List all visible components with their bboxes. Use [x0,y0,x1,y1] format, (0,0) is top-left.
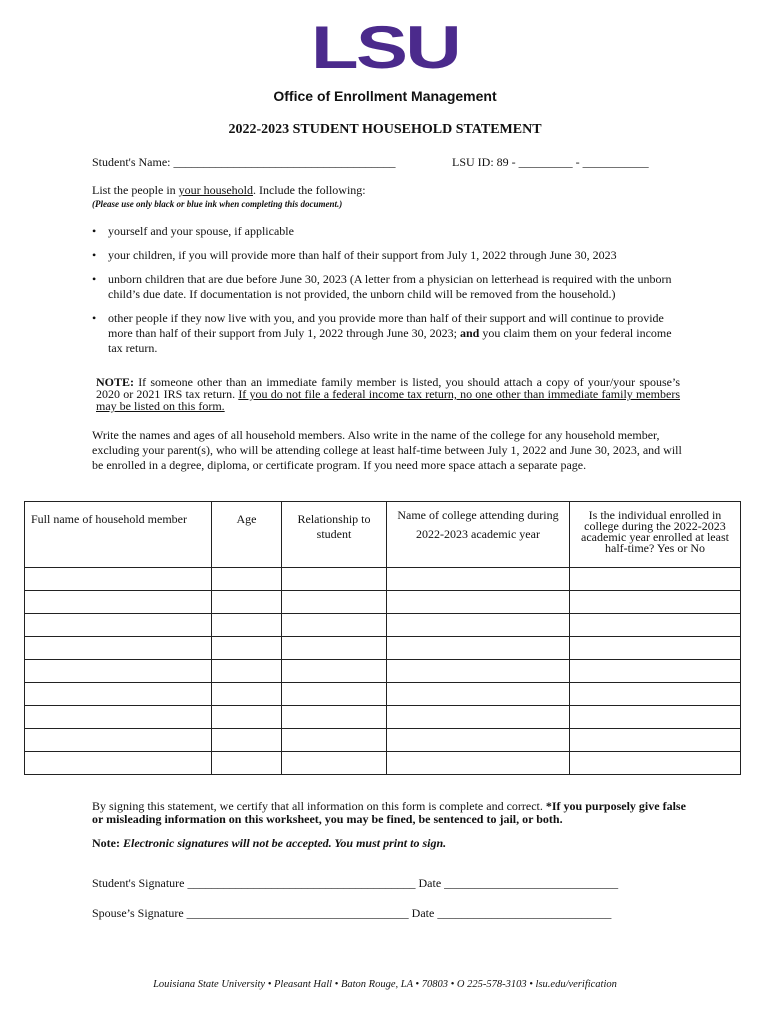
table-row [25,752,741,775]
bullet-icon: • [92,272,97,286]
table-cell[interactable] [282,591,387,614]
list-item [92,224,672,239]
table-cell[interactable] [25,729,212,752]
instructions-paragraph: Write the names and ages of all household members. Also write in the name of the college for any household member, excluding your parent(s), who will be attending college at least half-time between July 1, 2022 and June 30, 2023, and will be enrolled in a degree, diploma, or certificate program. If you need more space attach a separate page. [92,428,682,472]
bullet-icon: • [92,248,97,262]
table-cell[interactable] [570,752,741,775]
electronic-note-text: Electronic signatures will not be accepted. You must print to sign. [119,836,447,850]
table-cell[interactable] [570,637,741,660]
table-cell[interactable] [387,683,570,706]
header-college: Name of college attending during 2022-2023 academic year [387,502,570,568]
table-cell[interactable] [212,660,282,683]
spouse-date-field[interactable]: _____________________________ [437,906,612,920]
table-cell[interactable] [282,729,387,752]
lsu-id-field[interactable]: 89 - _________ - ___________ [496,155,649,169]
certification-paragraph [92,800,692,826]
bullet-icon: • [92,311,97,325]
student-signature-field[interactable]: ______________________________________ [187,876,416,890]
certification-text: By signing this statement, we certify that all information on this form is complete and correct. [92,799,546,813]
table-cell[interactable] [282,568,387,591]
electronic-signature-note [92,836,446,851]
note-underlined: If you do not file a federal income tax return, no one other than immediate family members may be listed on this form. [96,387,681,413]
list-item-text: yourself and your spouse, if applicable [108,224,294,238]
table-cell[interactable] [570,568,741,591]
intro-tail: . Include the following: [252,183,366,197]
list-item-text: unborn children that are due before June 30, 2023 (A letter from a physician on letterhead is required with the unborn child’s due date. If documentation is not provided, the unborn child will be removed from the household.) [108,272,672,301]
table-cell[interactable] [387,591,570,614]
lsu-id-label: LSU ID: [452,155,494,169]
intro-line [92,183,366,198]
note-paragraph [96,376,680,412]
list-item-text: other people if they now live with you, and you provide more than half of their support and will continue to provide more than half of their support from July 1, 2022 through June 30, 2023; [108,311,664,340]
table-cell[interactable] [282,660,387,683]
household-table [24,501,741,775]
table-cell[interactable] [25,752,212,775]
list-item [92,248,672,263]
table-cell[interactable] [25,568,212,591]
table-cell[interactable] [25,706,212,729]
table-row [25,591,741,614]
table-cell[interactable] [282,637,387,660]
student-date-label: Date [418,876,442,890]
table-cell[interactable] [387,729,570,752]
table-row [25,568,741,591]
table-cell[interactable] [282,683,387,706]
student-name-label: Student's Name: [92,155,171,169]
ink-note: (Please use only black or blue ink when completing this document.) [92,199,343,209]
table-row [25,660,741,683]
table-cell[interactable] [282,752,387,775]
table-cell[interactable] [387,752,570,775]
table-row [25,683,741,706]
lsu-id-row [452,155,649,170]
certification-warning: *If you purposely give false or misleading information on this worksheet, you may be fined, be sentenced to jail, or both. [92,799,686,826]
bullet-icon: • [92,224,97,238]
spouse-signature-field[interactable]: _____________________________________ [186,906,409,920]
list-item-text-tail: you claim them on your federal income tax return. [108,326,672,355]
spouse-signature-row [92,906,611,921]
table-cell[interactable] [212,729,282,752]
table-cell[interactable] [25,683,212,706]
intro-underline: your household [178,183,253,197]
form-title: 2022-2023 STUDENT HOUSEHOLD STATEMENT [228,122,542,137]
office-name: Office of Enrollment Management [273,88,497,104]
list-item [92,272,672,302]
table-cell[interactable] [282,614,387,637]
table-cell[interactable] [570,591,741,614]
table-cell[interactable] [387,706,570,729]
table-cell[interactable] [212,591,282,614]
household-criteria-list [92,224,672,365]
list-item [92,311,672,356]
table-cell[interactable] [387,614,570,637]
spouse-date-label: Date [411,906,435,920]
table-cell[interactable] [25,591,212,614]
student-signature-label: Student's Signature [92,876,185,890]
table-cell[interactable] [387,637,570,660]
header-enrolled: Is the individual enrolled in college during the 2022-2023 academic year enrolled at least half-time? Yes or No [570,502,741,568]
table-row [25,729,741,752]
header-full-name: Full name of household member [25,502,212,568]
table-cell[interactable] [212,706,282,729]
table-cell[interactable] [570,683,741,706]
student-date-field[interactable]: _____________________________ [444,876,619,890]
table-cell[interactable] [387,568,570,591]
list-item-bold: and [459,326,480,340]
table-cell[interactable] [212,637,282,660]
table-row [25,706,741,729]
spouse-signature-label: Spouse’s Signature [92,906,184,920]
table-cell[interactable] [387,660,570,683]
table-cell[interactable] [282,706,387,729]
student-name-row [92,155,396,170]
table-row [25,637,741,660]
table-cell[interactable] [25,660,212,683]
lsu-logo [310,20,460,72]
list-item-text: your children, if you will provide more than half of their support from July 1, 2022 through June 30, 2023 [108,248,617,262]
table-header-row [25,502,741,568]
table-row [25,614,741,637]
intro-lead: List the people in [92,183,179,197]
table-cell[interactable] [25,637,212,660]
electronic-note-label: Note: [92,836,120,850]
table-cell[interactable] [212,752,282,775]
table-cell[interactable] [25,614,212,637]
table-cell[interactable] [570,706,741,729]
student-signature-row [92,876,618,891]
student-name-field[interactable]: _____________________________________ [173,155,396,169]
note-text: If someone other than an immediate family member is listed, you should attach a copy of your/your spouse’s 2020 or 2021 IRS tax return. [96,375,680,401]
header-relationship: Relationship to student [282,502,387,568]
table-cell[interactable] [212,568,282,591]
footer-address: Louisiana State University • Pleasant Hall • Baton Rouge, LA • 70803 • O 225-578-3103 • lsu.edu/verification [153,979,617,990]
table-cell[interactable] [212,683,282,706]
header-age: Age [212,502,282,568]
table-cell[interactable] [212,614,282,637]
table-cell[interactable] [570,660,741,683]
table-cell[interactable] [570,614,741,637]
note-label: NOTE: [96,375,135,389]
table-cell[interactable] [570,729,741,752]
lsu-logo-text: LSU [311,20,459,72]
